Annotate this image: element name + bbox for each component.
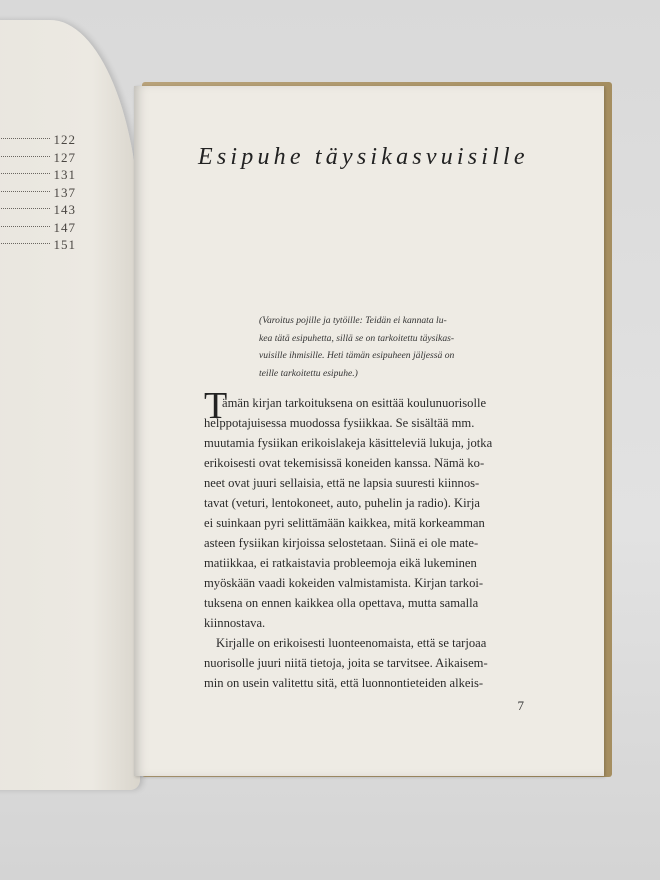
leader-dots	[0, 156, 50, 157]
toc-row	[0, 202, 80, 220]
body-line: erikoisesti ovat tekemisissä koneiden kanssa. Nämä ko-	[204, 456, 485, 470]
toc-row	[0, 132, 80, 150]
body-line: kiinnostava.	[204, 616, 266, 630]
body-line: myöskään vaadi kokeiden valmistamista. Kirjan tarkoi-	[204, 576, 484, 590]
chapter-title: Esipuhe täysikasvuisille	[198, 144, 529, 170]
leader-dots	[0, 138, 50, 139]
toc-row	[0, 167, 80, 185]
toc-page-number: 127	[53, 149, 76, 165]
body-line: Kirjalle on erikoisesti luonteenomaista, että se tarjoaa	[216, 636, 487, 650]
toc-row	[0, 150, 80, 168]
note-line: (Varoitus pojille ja tytöille: Teidän ei kannata lu-	[259, 315, 447, 326]
note-line: teille tarkoitettu esipuhe.)	[259, 367, 358, 379]
body-line: helppotajuisessa muodossa fysiikkaa. Se sisältää mm.	[204, 416, 475, 430]
body-text	[204, 393, 544, 693]
leader-dots	[0, 191, 50, 192]
toc-row	[0, 185, 80, 203]
left-page	[0, 20, 140, 790]
toc-row	[0, 237, 80, 255]
right-page	[134, 86, 604, 776]
body-line: neet ovat juuri sellaisia, että ne lapsia suuresti kiinnos-	[204, 476, 480, 490]
body-line: ämän kirjan tarkoituksena on esittää koulunuorisolle	[222, 396, 487, 410]
preface-note	[259, 312, 529, 382]
body-line: nuorisolle juuri niitä tietoja, joita se tarvitsee. Aikaisem-	[204, 656, 488, 670]
body-line: ei suinkaan pyri selittämään kaikkea, mitä korkeamman	[204, 516, 485, 530]
toc-page-number: 143	[53, 202, 76, 217]
drop-cap: T	[204, 385, 228, 427]
body-line: matiikkaa, ei ratkaistavia probleemoja eikä lukeminen	[204, 556, 477, 570]
table-of-contents-fragment	[0, 132, 80, 255]
body-line: tuksena on ennen kaikkea olla opettava, mutta samalla	[204, 596, 479, 610]
toc-row	[0, 220, 80, 238]
body-line: min on usein valitettu sitä, että luonnontieteiden alkeis-	[204, 676, 484, 690]
toc-page-number: 137	[53, 184, 76, 200]
toc-page-number: 131	[53, 167, 76, 182]
toc-page-number: 122	[53, 132, 76, 147]
leader-dots	[0, 243, 50, 244]
page-number: 7	[517, 698, 524, 713]
body-line: muutamia fysiikan erikoislakeja käsitteleviä lukuja, jotka	[204, 436, 493, 450]
body-line: tavat (veturi, lentokoneet, auto, puhelin ja radio). Kirja	[204, 496, 480, 510]
toc-page-number: 147	[53, 219, 76, 235]
body-line: asteen fysiikan kirjoissa selostetaan. Siinä ei ole mate-	[204, 536, 479, 550]
note-line: vuisille ihmisille. Heti tämän esipuheen jäljessä on	[259, 350, 455, 361]
leader-dots	[0, 226, 50, 227]
leader-dots	[0, 208, 50, 209]
toc-page-number: 151	[53, 237, 76, 252]
note-line: kea tätä esipuhetta, sillä se on tarkoitettu täysikas-	[259, 332, 455, 344]
leader-dots	[0, 173, 50, 174]
